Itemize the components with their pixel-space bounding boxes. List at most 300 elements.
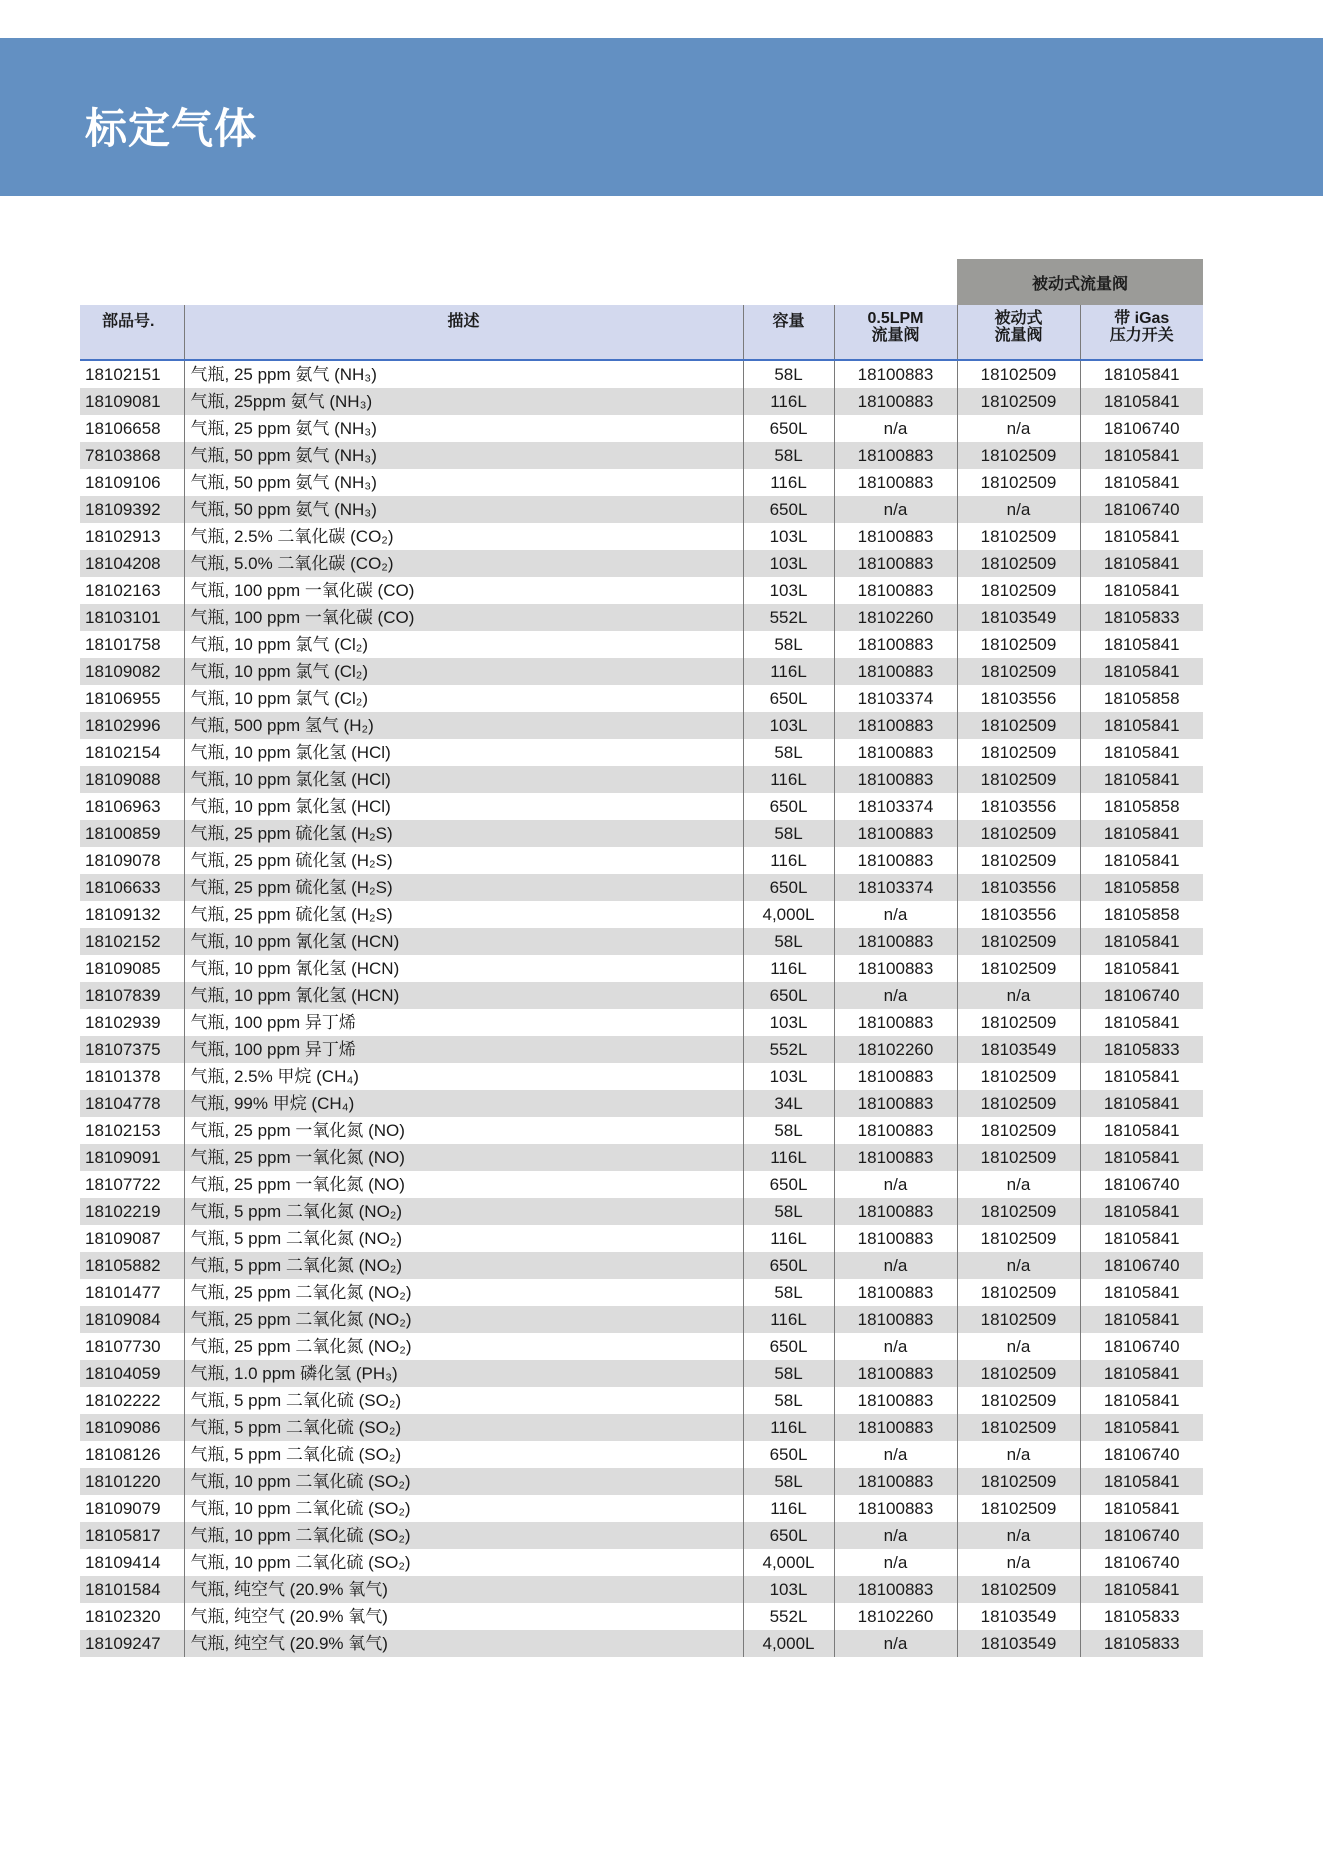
cell-capacity: 116L — [743, 469, 834, 496]
cell-05lpm-valve: 18100883 — [834, 1009, 957, 1036]
cell-passive-valve: n/a — [957, 415, 1080, 442]
cell-passive-valve: 18102509 — [957, 1495, 1080, 1522]
cell-passive-valve: 18102509 — [957, 955, 1080, 982]
header-igas-line2: 压力开关 — [1109, 327, 1174, 344]
cell-igas-switch: 18106740 — [1080, 1171, 1203, 1198]
cell-igas-switch: 18105841 — [1080, 469, 1203, 496]
cell-passive-valve: 18102509 — [957, 1360, 1080, 1387]
cell-passive-valve: 18102509 — [957, 1117, 1080, 1144]
cell-part-no: 18104208 — [80, 550, 184, 577]
header-description: 描述 — [184, 305, 743, 360]
cell-05lpm-valve: 18100883 — [834, 766, 957, 793]
cell-description: 气瓶, 10 ppm 氯化氢 (HCl) — [184, 766, 743, 793]
table-row — [80, 469, 1203, 496]
table-row — [80, 1495, 1203, 1522]
cell-capacity: 116L — [743, 955, 834, 982]
cell-05lpm-valve: n/a — [834, 901, 957, 928]
cell-05lpm-valve: 18103374 — [834, 874, 957, 901]
cell-description: 气瓶, 25 ppm 硫化氢 (H₂S) — [184, 847, 743, 874]
table-row — [80, 388, 1203, 415]
cell-05lpm-valve: 18100883 — [834, 658, 957, 685]
table-row — [80, 415, 1203, 442]
cell-igas-switch: 18105841 — [1080, 847, 1203, 874]
cell-description: 气瓶, 25 ppm 一氧化氮 (NO) — [184, 1117, 743, 1144]
header-05lpm-line2: 流量阀 — [871, 327, 920, 344]
cell-part-no: 18108126 — [85, 1445, 161, 1464]
cell-description: 气瓶, 100 ppm 异丁烯 — [184, 1036, 743, 1063]
cell-capacity: 58L — [743, 1360, 834, 1387]
cell-part-no: 18103101 — [80, 604, 184, 631]
cell-passive-valve: n/a — [957, 1171, 1080, 1198]
cell-part-no: 18109082 — [80, 658, 184, 685]
cell-part-no: 18109085 — [85, 959, 161, 978]
table-row — [80, 982, 1203, 1009]
cell-05lpm-valve: n/a — [834, 1252, 957, 1279]
cell-05lpm-valve: 18100883 — [834, 1387, 957, 1414]
cell-capacity: 650L — [743, 1252, 834, 1279]
cell-part-no: 18102913 — [85, 527, 161, 546]
cell-igas-switch: 18105841 — [1080, 928, 1203, 955]
cell-passive-valve: 18102509 — [957, 1144, 1080, 1171]
cell-05lpm-valve: 18100883 — [834, 928, 957, 955]
cell-description: 气瓶, 5 ppm 二氧化氮 (NO₂) — [184, 1198, 743, 1225]
cell-part-no: 18101220 — [80, 1468, 184, 1495]
cell-05lpm-valve: 18100883 — [834, 577, 957, 604]
cell-description: 气瓶, 25 ppm 一氧化氮 (NO) — [184, 1144, 743, 1171]
cell-passive-valve: 18102509 — [957, 739, 1080, 766]
cell-capacity: 58L — [743, 1468, 834, 1495]
cell-capacity: 58L — [743, 631, 834, 658]
cell-passive-valve: n/a — [957, 1333, 1080, 1360]
cell-capacity: 650L — [743, 1441, 834, 1468]
cell-05lpm-valve: 18100883 — [834, 1225, 957, 1252]
cell-part-no: 18101758 — [85, 635, 161, 654]
cell-part-no: 18109084 — [80, 1306, 184, 1333]
cell-igas-switch: 18105841 — [1080, 360, 1203, 388]
cell-part-no: 18109088 — [80, 766, 184, 793]
cell-passive-valve: 18103549 — [957, 1036, 1080, 1063]
cell-part-no: 18107722 — [85, 1175, 161, 1194]
cell-capacity: 103L — [743, 712, 834, 739]
cell-passive-valve: 18102509 — [957, 766, 1080, 793]
cell-part-no: 18109086 — [80, 1414, 184, 1441]
cell-passive-valve: 18102509 — [957, 658, 1080, 685]
passive-valve-group-header: 被动式流量阀 — [957, 259, 1203, 305]
header-05lpm-valve — [834, 305, 957, 360]
table-row — [80, 1279, 1203, 1306]
cell-05lpm-valve: 18100883 — [834, 442, 957, 469]
cell-05lpm-valve: 18100883 — [834, 1117, 957, 1144]
cell-igas-switch: 18105841 — [1080, 388, 1203, 415]
cell-05lpm-valve: 18103374 — [834, 793, 957, 820]
cell-part-no: 18109087 — [85, 1229, 161, 1248]
cell-05lpm-valve: n/a — [834, 1441, 957, 1468]
cell-description: 气瓶, 25 ppm 硫化氢 (H₂S) — [184, 874, 743, 901]
cell-passive-valve: 18102509 — [957, 523, 1080, 550]
cell-igas-switch: 18105841 — [1080, 1414, 1203, 1441]
cell-igas-switch: 18106740 — [1080, 415, 1203, 442]
cell-passive-valve: 18102509 — [957, 1576, 1080, 1603]
cell-passive-valve: 18102509 — [957, 1063, 1080, 1090]
cell-05lpm-valve: 18100883 — [834, 1198, 957, 1225]
cell-description: 气瓶, 5 ppm 二氧化硫 (SO₂) — [184, 1414, 743, 1441]
table-row — [80, 685, 1203, 712]
cell-igas-switch: 18105858 — [1080, 874, 1203, 901]
table-row — [80, 523, 1203, 550]
header-capacity: 容量 — [743, 305, 834, 360]
cell-part-no: 18101584 — [80, 1576, 184, 1603]
cell-part-no: 18102222 — [85, 1391, 161, 1410]
cell-part-no: 18102152 — [80, 928, 184, 955]
cell-igas-switch: 18105841 — [1080, 1468, 1203, 1495]
cell-part-no: 18109392 — [80, 496, 184, 523]
cell-description: 气瓶, 10 ppm 氰化氢 (HCN) — [184, 928, 743, 955]
table-row — [80, 1414, 1203, 1441]
cell-igas-switch: 18105841 — [1080, 523, 1203, 550]
cell-igas-switch: 18105841 — [1080, 1387, 1203, 1414]
cell-capacity: 103L — [743, 1576, 834, 1603]
cell-igas-switch: 18106740 — [1080, 1441, 1203, 1468]
cell-part-no: 18105882 — [80, 1252, 184, 1279]
table-row — [80, 1117, 1203, 1144]
cell-passive-valve: 18103556 — [957, 874, 1080, 901]
cell-description: 气瓶, 25ppm 氨气 (NH₃) — [184, 388, 743, 415]
cell-05lpm-valve: 18103374 — [834, 685, 957, 712]
cell-passive-valve: 18103556 — [957, 901, 1080, 928]
cell-part-no: 18101378 — [85, 1067, 161, 1086]
cell-05lpm-valve: 18100883 — [834, 739, 957, 766]
cell-igas-switch: 18105841 — [1080, 631, 1203, 658]
cell-passive-valve: 18102509 — [957, 1279, 1080, 1306]
cell-igas-switch: 18106740 — [1080, 1333, 1203, 1360]
cell-part-no: 18102320 — [85, 1607, 161, 1626]
cell-capacity: 116L — [743, 388, 834, 415]
cell-capacity: 103L — [743, 577, 834, 604]
cell-05lpm-valve: n/a — [834, 1549, 957, 1576]
cell-igas-switch: 18105841 — [1080, 658, 1203, 685]
cell-igas-switch: 18105841 — [1080, 1090, 1203, 1117]
cell-05lpm-valve: n/a — [834, 982, 957, 1009]
cell-passive-valve: 18102509 — [957, 1009, 1080, 1036]
table-row — [80, 955, 1203, 982]
cell-capacity: 58L — [743, 360, 834, 388]
cell-description: 气瓶, 25 ppm 二氧化氮 (NO₂) — [184, 1306, 743, 1333]
cell-05lpm-valve: n/a — [834, 415, 957, 442]
table-row — [80, 1576, 1203, 1603]
cell-igas-switch: 18106740 — [1080, 1549, 1203, 1576]
cell-igas-switch: 18105841 — [1080, 766, 1203, 793]
cell-igas-switch: 18106740 — [1080, 982, 1203, 1009]
cell-capacity: 58L — [743, 1117, 834, 1144]
cell-05lpm-valve: 18100883 — [834, 1144, 957, 1171]
cell-description: 气瓶, 25 ppm 硫化氢 (H₂S) — [184, 901, 743, 928]
cell-description: 气瓶, 10 ppm 氯气 (Cl₂) — [184, 685, 743, 712]
cell-description: 气瓶, 5 ppm 二氧化氮 (NO₂) — [184, 1225, 743, 1252]
cell-passive-valve: n/a — [957, 982, 1080, 1009]
cell-igas-switch: 18106740 — [1080, 1252, 1203, 1279]
calibration-gas-table — [80, 305, 1203, 1657]
cell-passive-valve: n/a — [957, 1252, 1080, 1279]
cell-passive-valve: n/a — [957, 496, 1080, 523]
table-row — [80, 496, 1203, 523]
cell-description: 气瓶, 5 ppm 二氧化氮 (NO₂) — [184, 1252, 743, 1279]
cell-passive-valve: 18102509 — [957, 1090, 1080, 1117]
cell-description: 气瓶, 10 ppm 二氧化硫 (SO₂) — [184, 1522, 743, 1549]
cell-description: 气瓶, 10 ppm 氯气 (Cl₂) — [184, 631, 743, 658]
cell-igas-switch: 18105841 — [1080, 550, 1203, 577]
cell-igas-switch: 18105833 — [1080, 604, 1203, 631]
cell-igas-switch: 18105841 — [1080, 1360, 1203, 1387]
cell-capacity: 116L — [743, 766, 834, 793]
cell-description: 气瓶, 纯空气 (20.9% 氧气) — [184, 1576, 743, 1603]
cell-description: 气瓶, 10 ppm 二氧化硫 (SO₂) — [184, 1495, 743, 1522]
cell-passive-valve: 18102509 — [957, 442, 1080, 469]
cell-part-no: 18102153 — [85, 1121, 161, 1140]
cell-capacity: 58L — [743, 928, 834, 955]
cell-capacity: 116L — [743, 1306, 834, 1333]
cell-description: 气瓶, 5 ppm 二氧化硫 (SO₂) — [184, 1441, 743, 1468]
cell-05lpm-valve: 18100883 — [834, 523, 957, 550]
cell-capacity: 103L — [743, 523, 834, 550]
table-row — [80, 874, 1203, 901]
cell-05lpm-valve: 18100883 — [834, 820, 957, 847]
cell-part-no: 18104778 — [80, 1090, 184, 1117]
cell-igas-switch: 18105841 — [1080, 1279, 1203, 1306]
table-row — [80, 360, 1203, 388]
cell-capacity: 650L — [743, 496, 834, 523]
cell-capacity: 58L — [743, 1279, 834, 1306]
table-row — [80, 1198, 1203, 1225]
cell-capacity: 58L — [743, 1387, 834, 1414]
cell-part-no: 18101477 — [85, 1283, 161, 1302]
cell-igas-switch: 18105833 — [1080, 1630, 1203, 1657]
cell-05lpm-valve: 18100883 — [834, 1360, 957, 1387]
cell-05lpm-valve: n/a — [834, 496, 957, 523]
cell-igas-switch: 18105841 — [1080, 712, 1203, 739]
cell-part-no: 18102151 — [85, 365, 161, 384]
cell-capacity: 650L — [743, 982, 834, 1009]
cell-igas-switch: 18105858 — [1080, 793, 1203, 820]
cell-passive-valve: 18103549 — [957, 1630, 1080, 1657]
cell-capacity: 58L — [743, 739, 834, 766]
cell-capacity: 58L — [743, 442, 834, 469]
cell-igas-switch: 18105841 — [1080, 1144, 1203, 1171]
cell-capacity: 116L — [743, 1225, 834, 1252]
table-row — [80, 739, 1203, 766]
table-row — [80, 604, 1203, 631]
cell-05lpm-valve: 18100883 — [834, 1090, 957, 1117]
cell-05lpm-valve: 18100883 — [834, 955, 957, 982]
cell-part-no: 18109078 — [85, 851, 161, 870]
cell-passive-valve: 18102509 — [957, 1387, 1080, 1414]
table-row — [80, 1225, 1203, 1252]
header-passive-valve — [957, 305, 1080, 360]
cell-capacity: 116L — [743, 1144, 834, 1171]
cell-05lpm-valve: 18100883 — [834, 1576, 957, 1603]
cell-description: 气瓶, 25 ppm 氨气 (NH₃) — [184, 415, 743, 442]
table-row — [80, 550, 1203, 577]
cell-description: 气瓶, 10 ppm 二氧化硫 (SO₂) — [184, 1468, 743, 1495]
cell-part-no: 18102154 — [85, 743, 161, 762]
cell-05lpm-valve: 18100883 — [834, 469, 957, 496]
cell-05lpm-valve: n/a — [834, 1630, 957, 1657]
cell-capacity: 4,000L — [743, 901, 834, 928]
table-header-row — [80, 305, 1203, 360]
table-row — [80, 1171, 1203, 1198]
cell-part-no: 18102219 — [80, 1198, 184, 1225]
cell-05lpm-valve: 18100883 — [834, 1495, 957, 1522]
cell-description: 气瓶, 10 ppm 氯化氢 (HCl) — [184, 793, 743, 820]
table-row — [80, 1306, 1203, 1333]
table-row — [80, 1549, 1203, 1576]
cell-description: 气瓶, 100 ppm 一氧化碳 (CO) — [184, 604, 743, 631]
cell-igas-switch: 18105841 — [1080, 1063, 1203, 1090]
cell-capacity: 4,000L — [743, 1630, 834, 1657]
cell-capacity: 58L — [743, 820, 834, 847]
cell-igas-switch: 18105841 — [1080, 1009, 1203, 1036]
cell-passive-valve: 18102509 — [957, 1468, 1080, 1495]
table-row — [80, 577, 1203, 604]
cell-capacity: 552L — [743, 1036, 834, 1063]
header-igas-line1: 带 iGas — [1114, 310, 1170, 327]
cell-passive-valve: 18102509 — [957, 360, 1080, 388]
table-body — [80, 360, 1203, 1657]
table-row — [80, 712, 1203, 739]
cell-description: 气瓶, 10 ppm 氰化氢 (HCN) — [184, 982, 743, 1009]
cell-05lpm-valve: 18102260 — [834, 604, 957, 631]
cell-05lpm-valve: 18100883 — [834, 550, 957, 577]
table-row — [80, 766, 1203, 793]
cell-05lpm-valve: 18100883 — [834, 1279, 957, 1306]
cell-description: 气瓶, 10 ppm 氯化氢 (HCl) — [184, 739, 743, 766]
cell-description: 气瓶, 1.0 ppm 磷化氢 (PH₃) — [184, 1360, 743, 1387]
cell-description: 气瓶, 10 ppm 二氧化硫 (SO₂) — [184, 1549, 743, 1576]
cell-description: 气瓶, 10 ppm 氰化氢 (HCN) — [184, 955, 743, 982]
table-row — [80, 1252, 1203, 1279]
cell-part-no: 18105817 — [80, 1522, 184, 1549]
cell-05lpm-valve: 18102260 — [834, 1603, 957, 1630]
cell-description: 气瓶, 纯空气 (20.9% 氧气) — [184, 1630, 743, 1657]
cell-description: 气瓶, 25 ppm 氨气 (NH₃) — [184, 360, 743, 388]
header-passive-line2: 流量阀 — [994, 327, 1043, 344]
cell-capacity: 116L — [743, 1414, 834, 1441]
table-row — [80, 1468, 1203, 1495]
table-row — [80, 847, 1203, 874]
page-title: 标定气体 — [85, 105, 258, 152]
cell-05lpm-valve: 18100883 — [834, 360, 957, 388]
cell-capacity: 103L — [743, 1009, 834, 1036]
cell-passive-valve: n/a — [957, 1441, 1080, 1468]
table-row — [80, 1387, 1203, 1414]
cell-igas-switch: 18105841 — [1080, 577, 1203, 604]
cell-capacity: 650L — [743, 793, 834, 820]
cell-passive-valve: 18103556 — [957, 793, 1080, 820]
cell-05lpm-valve: 18100883 — [834, 388, 957, 415]
cell-passive-valve: 18102509 — [957, 577, 1080, 604]
cell-05lpm-valve: 18100883 — [834, 631, 957, 658]
cell-capacity: 34L — [743, 1090, 834, 1117]
table-row — [80, 1441, 1203, 1468]
table-row — [80, 820, 1203, 847]
cell-passive-valve: 18103549 — [957, 1603, 1080, 1630]
cell-description: 气瓶, 25 ppm 硫化氢 (H₂S) — [184, 820, 743, 847]
cell-passive-valve: 18102509 — [957, 712, 1080, 739]
cell-passive-valve: 18102509 — [957, 928, 1080, 955]
cell-capacity: 116L — [743, 847, 834, 874]
cell-capacity: 116L — [743, 1495, 834, 1522]
cell-passive-valve: 18102509 — [957, 820, 1080, 847]
cell-05lpm-valve: n/a — [834, 1522, 957, 1549]
cell-passive-valve: 18102509 — [957, 1225, 1080, 1252]
cell-part-no: 18106963 — [85, 797, 161, 816]
cell-description: 气瓶, 纯空气 (20.9% 氧气) — [184, 1603, 743, 1630]
table-row — [80, 1063, 1203, 1090]
cell-part-no: 78103868 — [80, 442, 184, 469]
header-part-no: 部品号. — [80, 305, 184, 360]
cell-passive-valve: 18102509 — [957, 1306, 1080, 1333]
header-igas-switch — [1080, 305, 1203, 360]
cell-capacity: 650L — [743, 415, 834, 442]
cell-05lpm-valve: 18100883 — [834, 1306, 957, 1333]
cell-capacity: 552L — [743, 604, 834, 631]
cell-capacity: 650L — [743, 1171, 834, 1198]
header-passive-line1: 被动式 — [994, 310, 1043, 327]
cell-description: 气瓶, 25 ppm 一氧化氮 (NO) — [184, 1171, 743, 1198]
cell-part-no: 18109081 — [80, 388, 184, 415]
cell-passive-valve: 18102509 — [957, 847, 1080, 874]
table-row — [80, 1333, 1203, 1360]
cell-part-no: 18102163 — [85, 581, 161, 600]
table-row — [80, 442, 1203, 469]
cell-description: 气瓶, 25 ppm 二氧化氮 (NO₂) — [184, 1333, 743, 1360]
cell-igas-switch: 18105841 — [1080, 820, 1203, 847]
cell-passive-valve: n/a — [957, 1549, 1080, 1576]
table-row — [80, 1009, 1203, 1036]
cell-part-no: 18109106 — [85, 473, 161, 492]
cell-part-no: 18106658 — [85, 419, 161, 438]
cell-capacity: 650L — [743, 874, 834, 901]
cell-capacity: 650L — [743, 685, 834, 712]
cell-description: 气瓶, 2.5% 甲烷 (CH₄) — [184, 1063, 743, 1090]
table-row — [80, 901, 1203, 928]
cell-05lpm-valve: 18102260 — [834, 1036, 957, 1063]
table-row — [80, 1603, 1203, 1630]
cell-capacity: 650L — [743, 1522, 834, 1549]
cell-capacity: 650L — [743, 1333, 834, 1360]
cell-description: 气瓶, 50 ppm 氨气 (NH₃) — [184, 496, 743, 523]
title-banner — [0, 38, 1323, 196]
cell-passive-valve: n/a — [957, 1522, 1080, 1549]
cell-igas-switch: 18105841 — [1080, 1495, 1203, 1522]
cell-description: 气瓶, 50 ppm 氨气 (NH₃) — [184, 469, 743, 496]
cell-description: 气瓶, 25 ppm 二氧化氮 (NO₂) — [184, 1279, 743, 1306]
cell-igas-switch: 18105841 — [1080, 739, 1203, 766]
cell-description: 气瓶, 10 ppm 氯气 (Cl₂) — [184, 658, 743, 685]
cell-passive-valve: 18102509 — [957, 631, 1080, 658]
header-05lpm-line1: 0.5LPM — [867, 310, 924, 327]
cell-igas-switch: 18105841 — [1080, 1576, 1203, 1603]
cell-05lpm-valve: n/a — [834, 1171, 957, 1198]
table-row — [80, 1522, 1203, 1549]
cell-passive-valve: 18102509 — [957, 550, 1080, 577]
cell-description: 气瓶, 5.0% 二氧化碳 (CO₂) — [184, 550, 743, 577]
cell-description: 气瓶, 100 ppm 异丁烯 — [184, 1009, 743, 1036]
cell-igas-switch: 18105833 — [1080, 1603, 1203, 1630]
cell-part-no: 18102939 — [85, 1013, 161, 1032]
cell-05lpm-valve: n/a — [834, 1333, 957, 1360]
cell-05lpm-valve: 18100883 — [834, 1414, 957, 1441]
cell-description: 气瓶, 2.5% 二氧化碳 (CO₂) — [184, 523, 743, 550]
